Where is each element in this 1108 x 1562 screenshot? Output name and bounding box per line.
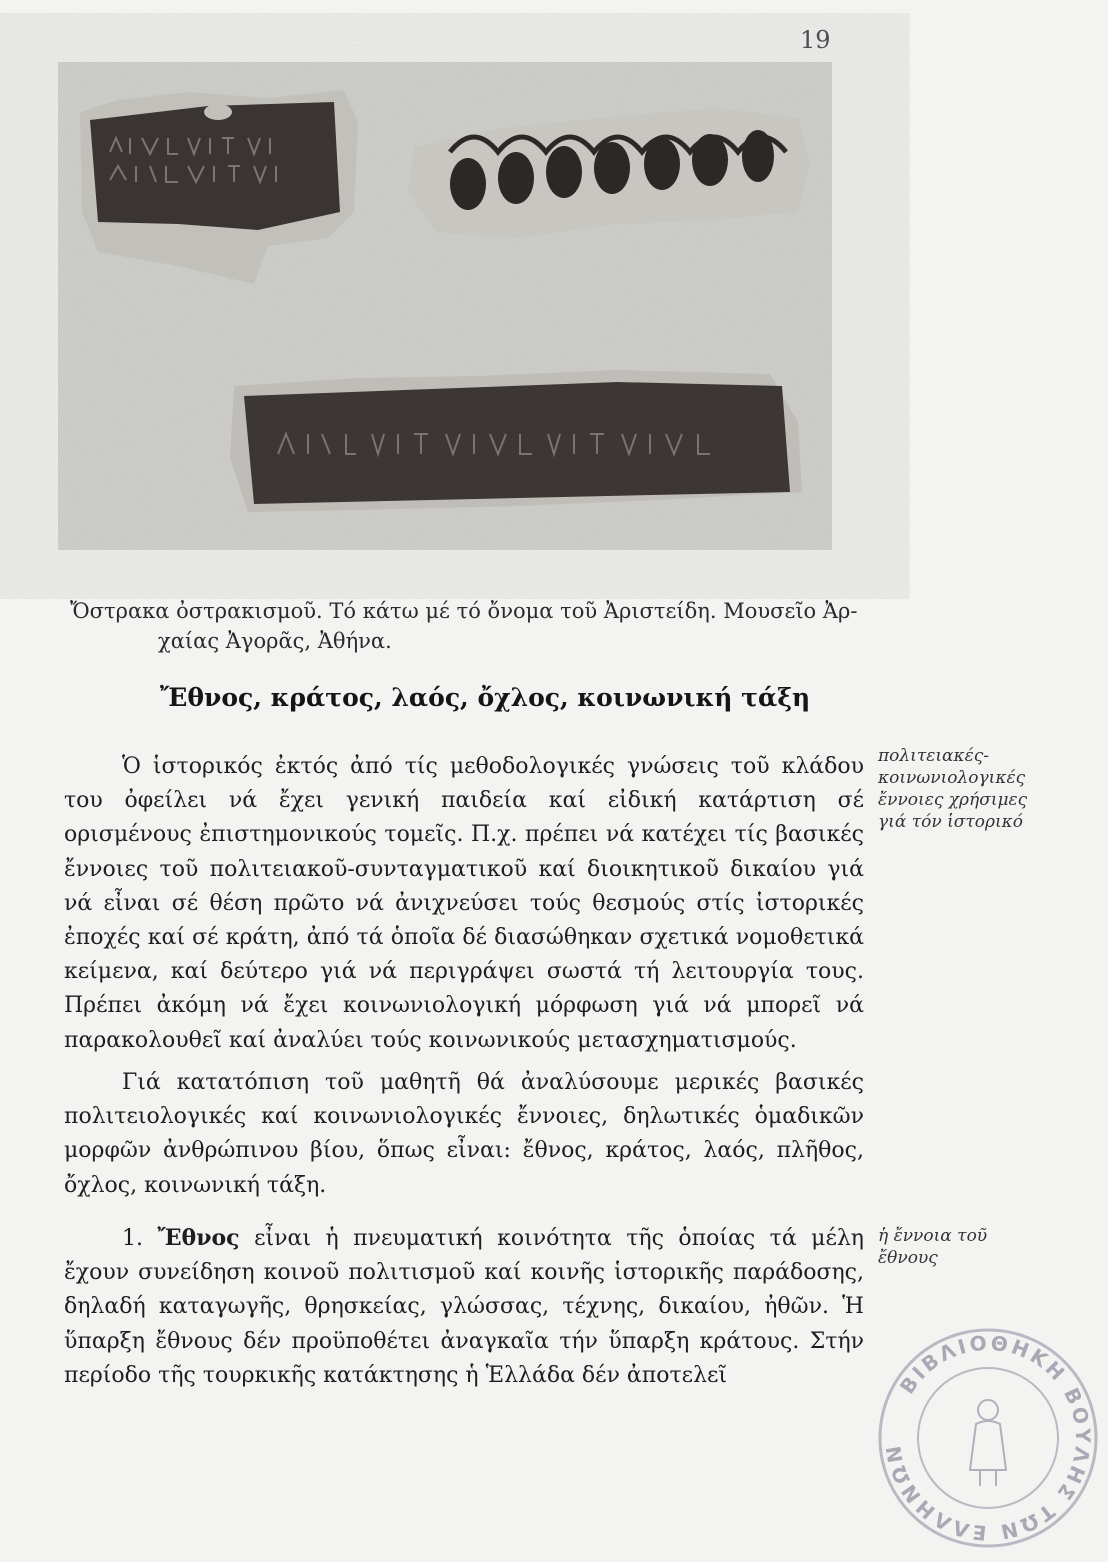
paragraph-concepts bbox=[64, 1066, 864, 1203]
paragraph-2-text: Γιά κατατόπιση τοῦ μαθητῆ θά ἀναλύσουμε μερικές βασικές πολιτειολογικές καί κοινωνιολογικές ἔννοιες, δηλωτικές ὁμαδικῶν μορφῶν ἀνθρώπινου βίου, ὅπως εἶναι: ἔθνος, κράτος, λαός, πλῆθος, ὄχλος, κοινωνική τάξη. bbox=[64, 1070, 864, 1198]
paragraph-1-text: Ὁ ἱστορικός ἐκτός ἀπό τίς μεθοδολογικές γνώσεις τοῦ κλάδου του ὀφείλει νά ἔχει γενική παιδεία καί εἰδική κατάρτιση σέ ορισμένους ἐπιστημονικούς τομεῖς. Π.χ. πρέπει νά κατέχει τίς βασικές ἔννοιες τοῦ πολιτειακοῦ-συνταγματικοῦ καί διοικητικοῦ δικαίου γιά νά εἶναι σέ θέση πρῶτο νά ἀνιχνεύσει τούς θεσμούς στίς ἱστορικές ἐποχές καί σέ κράτη, ἀπό τά ὁποῖα δέ διασώθηκαν σχετικά νομοθετικά κείμενα, καί δεύτερο γιά νά περιγράψει σωστά τή λειτουργία τους. Πρέπει ἀκόμη νά ἔχει κοινωνιολογική μόρφωση γιά νά μπορεῖ νά παρακολουθεῖ καί ἀναλύει τούς κοινωνικούς μετασχηματισμούς. bbox=[64, 754, 864, 1053]
paragraph-3-number: 1. bbox=[122, 1226, 143, 1251]
section-title: Ἔθνος, κράτος, λαός, ὄχλος, κοινωνική τάξη bbox=[160, 683, 811, 712]
margin-note-concepts: πολιτειακές-κοινωνιολογικές ἔννοιες χρήσιμες γιά τόν ἱστορικό bbox=[878, 746, 1028, 832]
term-ethnos: Ἔθνος bbox=[157, 1225, 240, 1251]
margin-note-ethnos: ἡ ἔννοια τοῦ ἔθνους bbox=[878, 1226, 988, 1268]
library-stamp bbox=[868, 1318, 1108, 1558]
caption-line-1: Ὄστρακα ὀστρακισμοῦ. Τό κάτω μέ τό ὄνομα τοῦ Ἀριστείδη. Μουσεῖο Ἀρ- bbox=[70, 599, 858, 623]
svg-text:ΒΙΒΛΙΟΘΗΚΗ ΒΟΥΛΗΣ ΤΩΝ ΕΛΛΗΝΩΝ: ΒΙΒΛΙΟΘΗΚΗ ΒΟΥΛΗΣ ΤΩΝ ΕΛΛΗΝΩΝ bbox=[880, 1330, 1096, 1546]
figure-caption bbox=[70, 596, 860, 656]
ostraka-image bbox=[58, 62, 832, 550]
ostrakon-shard-aristeides bbox=[230, 370, 802, 512]
ostraka-photograph bbox=[58, 62, 832, 550]
page-number: 19 bbox=[800, 26, 831, 54]
paragraph-ethnos-definition bbox=[64, 1221, 864, 1393]
paragraph-3-text: εἶναι ἡ πνευματική κοινότητα τῆς ὁποίας τά μέλη ἔχουν συνείδηση κοινοῦ πολιτισμοῦ καί κοινῆς ἱστορικῆς παράδοσης, δηλαδή καταγωγῆς, θρησκείας, γλώσσας, τέχνης, δικαίου, ἠθῶν. Ἡ ὕπαρξη ἔθνους δέν προϋποθέτει ἀναγκαῖα τήν ὕπαρξη κράτους. Στήν περίοδο τῆς τουρκικῆς κατάκτησης ἡ Ἑλλάδα δέν ἀποτελεῖ bbox=[64, 1226, 864, 1388]
caption-line-2: χαίας Ἀγορᾶς, Ἀθήνα. bbox=[158, 629, 392, 653]
paragraph-historian-knowledge bbox=[64, 750, 864, 1058]
library-seal-icon bbox=[868, 1318, 1108, 1558]
